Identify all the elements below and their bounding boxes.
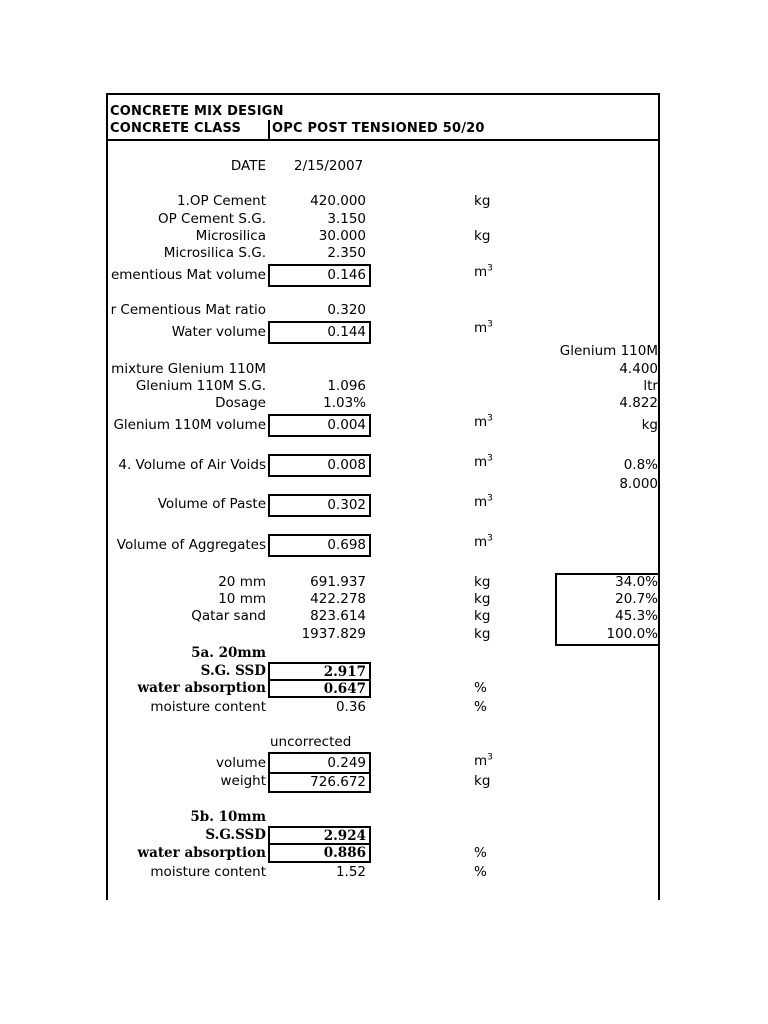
cem-volume-label: ementious Mat volume: [110, 267, 266, 283]
aggregates-cell[interactable]: [268, 534, 371, 557]
cem-ratio-label: r Cementious Mat ratio: [110, 302, 266, 318]
microsilica-sg-label: Microsilica S.G.: [163, 245, 266, 261]
glenium-volume-value: 0.004: [327, 417, 366, 433]
aggregates-unit: $m^3$: [474, 533, 493, 550]
border-left: [106, 93, 108, 900]
sec-20mm-abs-value: 0.647: [323, 681, 366, 697]
sec-20mm-abs-label: water absorption: [137, 680, 266, 696]
class-divider: [268, 120, 270, 140]
date-value[interactable]: 2/15/2007: [294, 158, 364, 174]
air-voids-value: 0.008: [327, 457, 366, 473]
paste-value: 0.302: [327, 497, 366, 513]
agg-row-10mm-pct[interactable]: 20.7%: [615, 591, 658, 607]
sec-20mm-wt-unit: kg: [474, 773, 491, 789]
water-volume-value: 0.144: [327, 324, 366, 340]
sec-20mm-moist-value[interactable]: 0.36: [335, 699, 366, 715]
cem-volume-value: 0.146: [327, 267, 366, 283]
sec-20mm-vol-label: volume: [215, 755, 266, 771]
agg-row-sand-unit: kg: [474, 608, 491, 624]
glenium-right-unit2: kg: [641, 417, 658, 433]
microsilica-label: Microsilica: [195, 228, 266, 244]
sheet-title: CONCRETE MIX DESIGN: [110, 104, 284, 119]
sec-10mm-moist-label: moisture content: [150, 864, 266, 880]
op-cement-value[interactable]: 420.000: [310, 193, 366, 209]
glenium-right-title: Glenium 110M: [559, 343, 658, 359]
sec-10mm-abs-value: 0.886: [323, 845, 366, 861]
paste-cell[interactable]: [268, 494, 371, 517]
cem-ratio-value[interactable]: 0.320: [327, 302, 366, 318]
class-label: CONCRETE CLASS: [110, 121, 242, 136]
glenium-volume-unit: $m^3$: [474, 413, 493, 430]
sec-10mm-sg-label: S.G.SSD: [205, 827, 266, 843]
date-label: DATE: [230, 158, 266, 174]
glenium-right-unit: ltr: [643, 378, 658, 394]
agg-row-sand-label: Qatar sand: [191, 608, 266, 624]
water-volume-unit: $m^3$: [474, 319, 493, 336]
agg-row-10mm-value[interactable]: 422.278: [310, 591, 366, 607]
sec-20mm-moist-label: moisture content: [150, 699, 266, 715]
microsilica-sg-value[interactable]: 2.350: [327, 245, 366, 261]
sec-20mm-abs-cell[interactable]: [268, 679, 371, 698]
water-volume-label: Water volume: [171, 324, 266, 340]
glenium-sg-label: Glenium 110M S.G.: [135, 378, 266, 394]
sec-20mm-title: 5a. 20mm: [191, 645, 266, 661]
paste-unit: $m^3$: [474, 493, 493, 510]
admixture-label: mixture Glenium 110M: [111, 361, 266, 377]
agg-row-total-value[interactable]: 1937.829: [301, 626, 366, 642]
aggregates-value: 0.698: [327, 537, 366, 553]
sec-20mm-vol-unit: $m^3$: [474, 752, 493, 769]
air-voids-cell[interactable]: [268, 454, 371, 477]
agg-row-20mm-value[interactable]: 691.937: [310, 574, 366, 590]
border-right: [658, 93, 660, 900]
sec-20mm-wt-cell[interactable]: [268, 772, 371, 793]
cem-volume-cell[interactable]: [268, 264, 371, 287]
class-value: OPC POST TENSIONED 50/20: [272, 121, 485, 136]
air-voids-unit: $m^3$: [474, 453, 493, 470]
sec-20mm-wt-label: weight: [220, 773, 266, 789]
sec-10mm-moist-value[interactable]: 1.52: [335, 864, 366, 880]
op-cement-unit: kg: [474, 193, 491, 209]
sec-20mm-uncorrected: uncorrected: [270, 734, 352, 750]
water-volume-cell[interactable]: [268, 321, 371, 344]
glenium-right-value[interactable]: 4.400: [619, 361, 658, 377]
agg-row-20mm-unit: kg: [474, 574, 491, 590]
header-divider: [106, 139, 660, 141]
microsilica-unit: kg: [474, 228, 491, 244]
cem-volume-unit: $m^3$: [474, 263, 493, 280]
border-top: [106, 93, 660, 95]
sec-10mm-abs-unit: %: [474, 845, 487, 861]
agg-row-total-unit: kg: [474, 626, 491, 642]
dosage-value[interactable]: 1.03%: [323, 395, 366, 411]
op-cement-label: 1.OP Cement: [177, 193, 266, 209]
agg-row-sand-value[interactable]: 823.614: [310, 608, 366, 624]
agg-row-sand-pct[interactable]: 45.3%: [615, 608, 658, 624]
paste-label: Volume of Paste: [157, 496, 266, 512]
agg-row-10mm-label: 10 mm: [218, 591, 266, 607]
agg-row-20mm-pct[interactable]: 34.0%: [615, 574, 658, 590]
sec-10mm-abs-label: water absorption: [137, 845, 266, 861]
op-cement-sg-value[interactable]: 3.150: [327, 211, 366, 227]
sec-20mm-vol-value: 0.249: [327, 755, 366, 771]
agg-row-total-pct[interactable]: 100.0%: [606, 626, 658, 642]
sec-20mm-moist-unit: %: [474, 699, 487, 715]
air-right-pct[interactable]: 0.8%: [623, 457, 658, 473]
agg-row-10mm-unit: kg: [474, 591, 491, 607]
glenium-volume-cell[interactable]: [268, 414, 371, 437]
glenium-volume-label: Glenium 110M volume: [113, 417, 266, 433]
agg-row-20mm-label: 20 mm: [218, 574, 266, 590]
sec-10mm-moist-unit: %: [474, 864, 487, 880]
sec-20mm-sg-value: 2.917: [323, 664, 366, 680]
sec-20mm-sg-label: S.G. SSD: [200, 663, 266, 679]
sec-20mm-abs-unit: %: [474, 680, 487, 696]
sec-20mm-vol-cell[interactable]: [268, 752, 371, 774]
spreadsheet-sheet: [106, 93, 660, 933]
op-cement-sg-label: OP Cement S.G.: [158, 211, 266, 227]
air-right-value[interactable]: 8.000: [619, 476, 658, 492]
aggregates-label: Volume of Aggregates: [116, 537, 266, 553]
microsilica-value[interactable]: 30.000: [318, 228, 366, 244]
sec-10mm-abs-cell[interactable]: [268, 843, 371, 863]
dosage-label: Dosage: [215, 395, 266, 411]
air-voids-label: 4. Volume of Air Voids: [118, 457, 266, 473]
sec-10mm-sg-value: 2.924: [323, 828, 366, 844]
sec-10mm-title: 5b. 10mm: [190, 809, 266, 825]
glenium-right-value2[interactable]: 4.822: [619, 395, 658, 411]
sec-20mm-wt-value: 726.672: [310, 774, 366, 790]
glenium-sg-value[interactable]: 1.096: [327, 378, 366, 394]
